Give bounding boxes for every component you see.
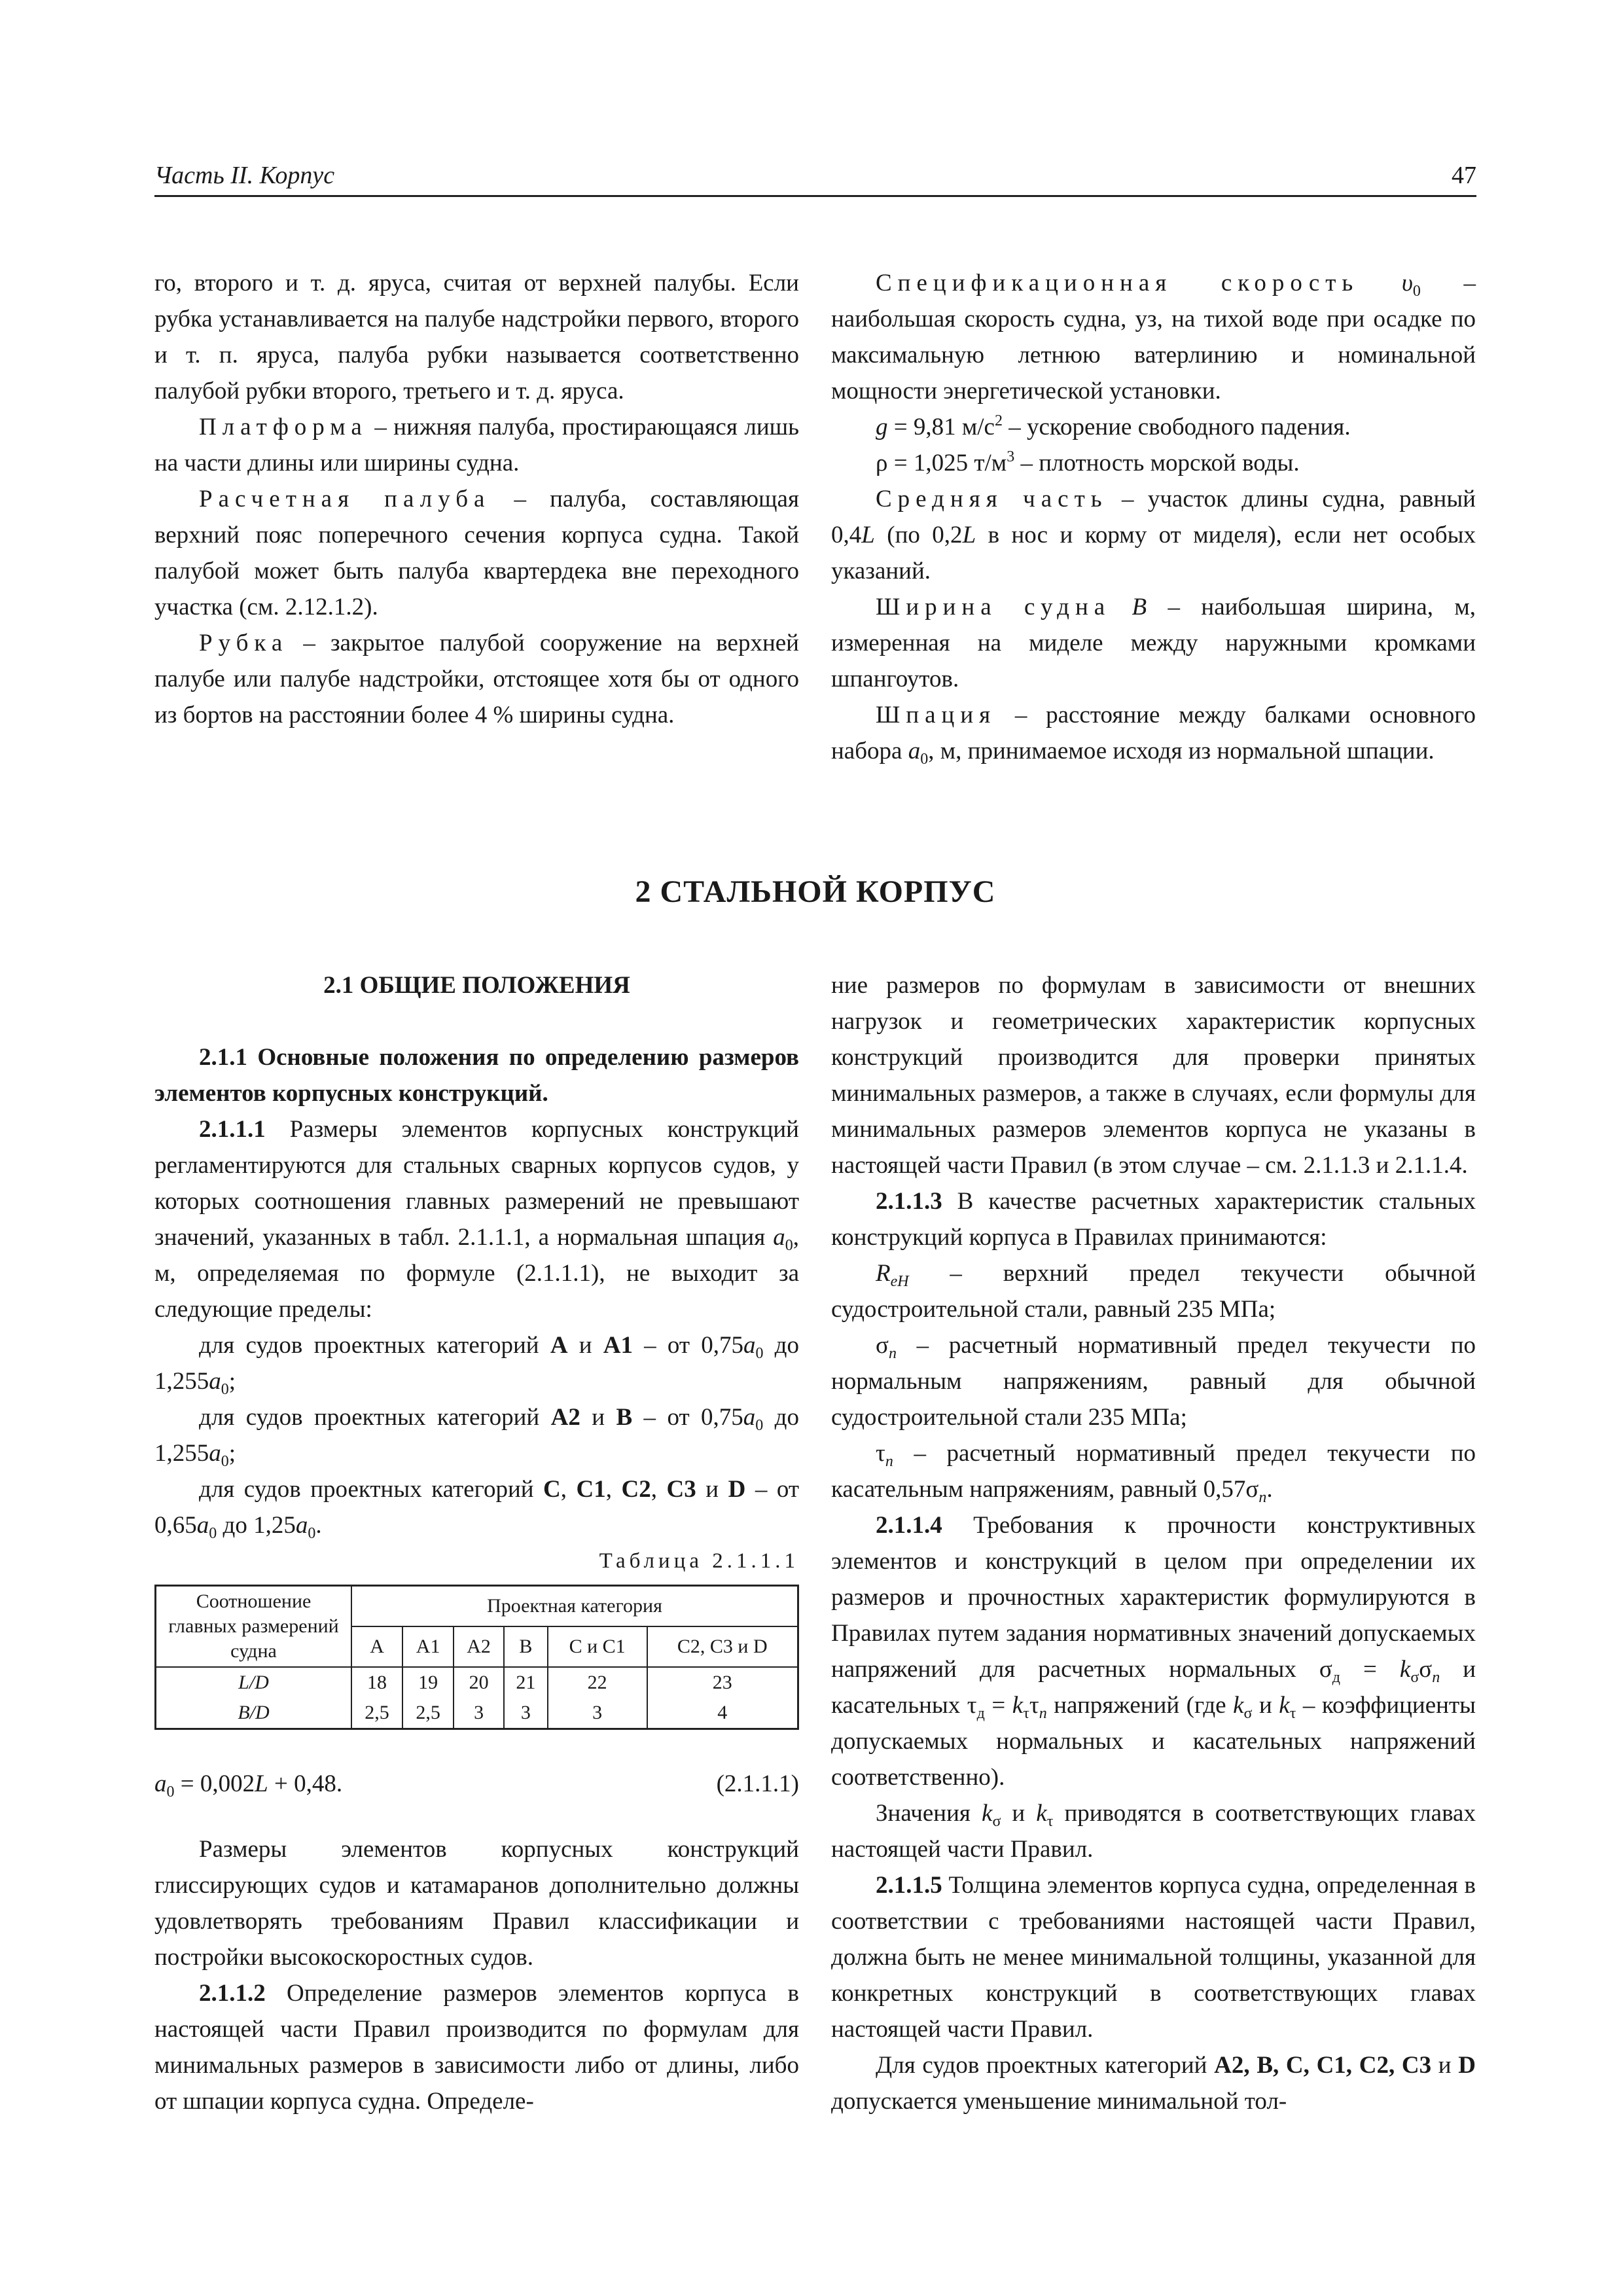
table-caption: Таблица 2.1.1.1 (599, 1549, 799, 1573)
paragraph: ние размеров по формулам в зависимости от внешних нагрузок и геометрических характеристик корпусных конструкций производится для проверки принятых минимальных размеров, а также в случаях, если формулы для минимальных размеров элементов корпуса не указаны в настоящей части Правил (в этом случае – см. 2.1.1.3 и 2.1.1.4. (831, 972, 1476, 1179)
subsection-title: 2.1 ОБЩИЕ ПОЛОЖЕНИЯ (323, 972, 630, 999)
definition-density: ρ = 1,025 $т/м^3$ – плотность морской воды. (876, 448, 1300, 476)
column-bottom-right (831, 967, 1476, 2119)
clause-2-1-1-3: 2.1.1.3 В качестве расчетных характеристик стальных конструкций корпуса в Правилах принимаются: (831, 1188, 1476, 1251)
clause-2-1-1-1: 2.1.1.1 Размеры элементов корпусных конструкций регламентируются для стальных сварных корпусов судов, у которых соотношения главных размерений не превышают значений, указанных в табл. 2.1.1.1, а нормальная шпация $a_0$, м, определяемая по формуле (2.1.1.1), не выходит за следующие пределы: (154, 1116, 799, 1323)
clause-2-1-1-5: 2.1.1.5 Толщина элементов корпуса судна, определенная в соответствии с требованиями настоящей части Правил, должна быть не менее минимальной толщины, указанной для конкретных конструкций в соответствующих главах настоящей части Правил. (831, 1872, 1476, 2043)
paragraph-values: Значения $k_\sigma$ и $k_\tau$ приводятся в соответствующих главах настоящей части Правил. (831, 1800, 1476, 1863)
page-header (154, 156, 1476, 197)
table-corner-header: Соотношение главных размерений судна (156, 1586, 352, 1668)
definition-design-deck: Расчетная палуба – палуба, составляющая верхний пояс поперечного сечения корпуса судна. Такой палубой может быть палуба квартердека вне переходного участка (см. 2.12.1.2). (154, 486, 799, 620)
table-row: L/D 18 19 20 21 22 23 (156, 1667, 798, 1698)
paragraph: го, второго и т. д. яруса, считая от верхней палубы. Если рубка устанавливается на палубе надстройки первого, второго и т. п. яруса, палуба рубки называется соответственно палубой рубки второго, третьего и т. д. яруса. (154, 270, 799, 404)
definition-breadth: Ширина судна B – наибольшая ширина, м, измеренная на миделе между наружными кромками шпангоутов. (831, 594, 1476, 692)
definition-midship: Средняя часть – участок длины судна, равный 0,4L (по 0,2L в нос и корму от миделя), если нет особых указаний. (831, 486, 1476, 584)
paragraph-last: Для судов проектных категорий A2, B, C, C1, C2, C3 и D допускается уменьшение минимальной тол- (831, 2052, 1476, 2115)
definition-gravity: g = 9,81 $м/с^2$ – ускорение свободного падения. (876, 412, 1351, 440)
term: Шпация (876, 702, 997, 728)
row-label: L/D (156, 1667, 352, 1698)
table-col-header: A (351, 1626, 402, 1667)
term: Ширина судна (876, 594, 1111, 620)
table-group-header: Проектная категория (351, 1586, 798, 1627)
proportions-table (154, 1585, 799, 1730)
definition-reh: $R_{eH}$ – верхний предел текучести обычной судостроительной стали, равный 235 МПа; (831, 1260, 1476, 1323)
page-number: 47 (1452, 162, 1476, 189)
term: Расчетная палуба (199, 486, 491, 512)
table-col-header: C2, C3 и D (647, 1626, 798, 1667)
term: Платформа (199, 414, 368, 440)
definition-tau-n: $\tau_n$ – расчетный нормативный предел текучести по касательным напряжениям, равный $0,57\sigma_n$. (831, 1440, 1476, 1506)
paragraph-gliss: Размеры элементов корпусных конструкций глиссирующих судов и катамаранов дополнительно должны удовлетворять требованиям Правил классификации и постройки высокоскоростных судов. (154, 1836, 799, 1971)
column-top-left (154, 265, 799, 733)
section-title: 2 СТАЛЬНОЙ КОРПУС (635, 874, 996, 909)
formula-number: (2.1.1.1) (716, 1770, 799, 1797)
definition-sigma-n: $\sigma_n$ – расчетный нормативный предел текучести по нормальным напряжениям, равный для обычной судостроительной стали 235 МПа; (831, 1332, 1476, 1431)
formula-2-1-1-1: $a_0 = 0,002L + 0,48$. (2.1.1.1) (154, 1766, 799, 1805)
definition-platform: Платформа – нижняя палуба, простирающаяся лишь на части длины или ширины судна. (154, 414, 799, 476)
limit-a-a1: для судов проектных категорий A и A1 – от $0,75a_0$ до $1,255a_0$; (154, 1332, 800, 1398)
table-col-header: B (504, 1626, 548, 1667)
clause-2-1-1: 2.1.1 Основные положения по определению размеров элементов корпусных конструкций. (154, 1044, 799, 1107)
column-bottom-left (154, 967, 799, 2119)
term: Рубка (199, 630, 289, 656)
limit-a2-b: для судов проектных категорий A2 и B – от $0,75a_0$ до $1,255a_0$; (154, 1404, 800, 1470)
clause-2-1-1-4: 2.1.1.4 Требования к прочности конструктивных элементов и конструкций в целом при определении их размеров и прочностных характеристик формулируются в Правилах путем задания нормативных значений допускаемых напряжений для расчетных нормальных $\sigma_д = k_\sigma\sigma_n$ и касательных $\tau_д = k_\tau\tau_n$ напряжений (где $k_\sigma$ и $k_\tau$ – коэффициенты допускаемых нормальных и касательных напряжений соответственно). (831, 1512, 1476, 1791)
definition-speed: Спецификационная скорость $\upsilon_0$ – наибольшая скорость судна, уз, на тихой воде при осадке по максимальную летнюю ватерлинию и номинальной мощности энергетической установки. (831, 270, 1476, 404)
definition-spacing: Шпация – расстояние между балками основного набора $a_0$, м, принимаемое исходя из нормальной шпации. (831, 702, 1476, 768)
limit-c-d: для судов проектных категорий C, C1, C2, C3 и D – от $0,65a_0$ до $1,25a_0$. (154, 1476, 800, 1542)
table-col-header: A1 (402, 1626, 454, 1667)
running-header-part: Часть II. Корпус (154, 162, 335, 189)
term: Спецификационная скорость (876, 270, 1359, 296)
table-row: B/D 2,5 2,5 3 3 3 4 (156, 1698, 798, 1729)
term: Средняя часть (876, 486, 1108, 512)
column-top-right (831, 265, 1476, 769)
clause-2-1-1-2: 2.1.1.2 Определение размеров элементов корпуса в настоящей части Правил производится по формулам для минимальных размеров в зависимости либо от длины, либо от шпации корпуса судна. Определе- (154, 1980, 799, 2115)
table-col-header: A2 (454, 1626, 504, 1667)
definition-deckhouse: Рубка – закрытое палубой сооружение на верхней палубе или палубе надстройки, отстоящее хотя бы от одного из бортов на расстоянии более 4 % ширины судна. (154, 630, 799, 728)
table-col-header: C и C1 (548, 1626, 647, 1667)
row-label: B/D (156, 1698, 352, 1729)
